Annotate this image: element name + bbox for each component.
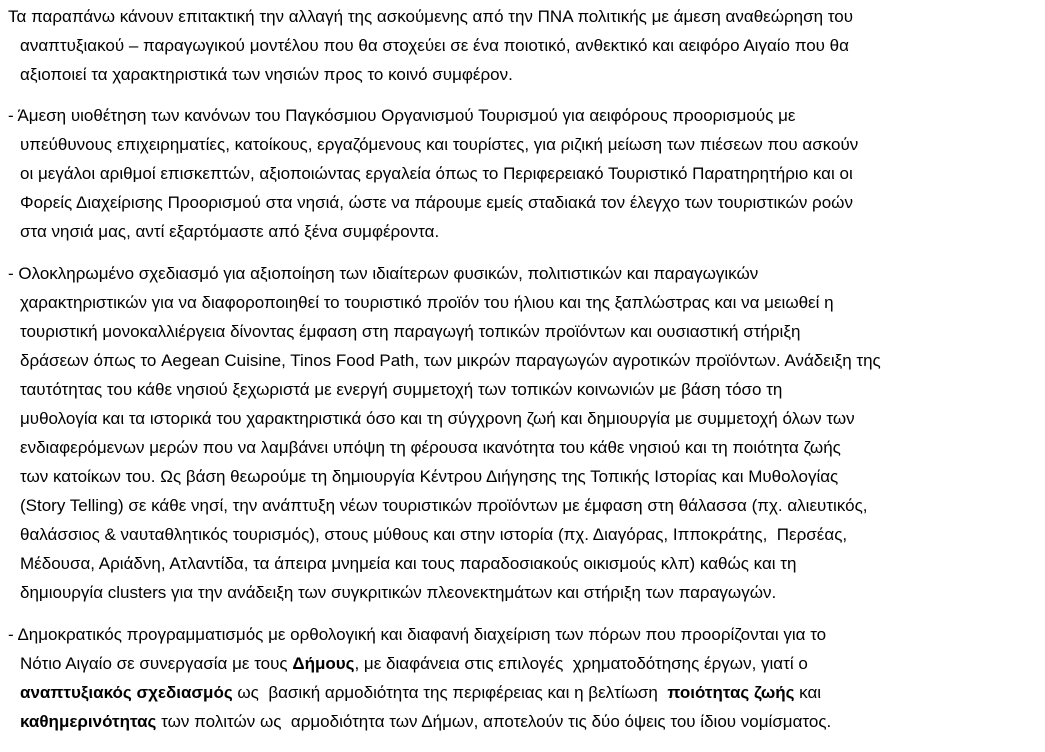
text-line: μυθολογία και τα ιστορικά του χαρακτηριστικά όσο και τη σύγχρονη ζωή και δημιουργία με συμμετοχή όλων των	[20, 409, 855, 428]
bold-term-quality-of-life: ποιότητας ζωής	[667, 683, 795, 702]
text-segment: των πολιτών ως αρμοδιότητα των Δήμων, αποτελούν τις δύο όψεις του ίδιου νομίσματος.	[156, 712, 832, 731]
text-line: Τα παραπάνω κάνουν επιτακτική την αλλαγή της ασκούμενης από την ΠΝΑ πολιτικής με άμεση αναθεώρηση του	[8, 7, 854, 26]
text-line: θαλάσσιος & ναυταθλητικός τουρισμός), στους μύθους και στην ιστορία (πχ. Διαγόρας, Ιπποκράτης, Περσέας,	[20, 525, 848, 544]
bold-term-development-planning: αναπτυξιακός σχεδιασμός	[20, 683, 233, 702]
text-line: - Δημοκρατικός προγραμματισμός με ορθολογική και διαφανή διαχείριση των πόρων που προορίζονται για το	[8, 625, 827, 644]
text-line	[20, 710, 831, 734]
text-segment: και	[794, 683, 822, 702]
text-line: των κατοίκων του. Ως βάση θεωρούμε τη δημιουργία Κέντρου Διήγησης της Τοπικής Ιστορίας και Μυθολογίας	[20, 467, 839, 486]
text-line	[20, 652, 808, 676]
text-line	[20, 681, 821, 705]
bold-term-everyday-life: καθημερινότητας	[20, 712, 157, 731]
text-segment: Νότιο Αιγαίο σε συνεργασία με τους	[20, 654, 293, 673]
text-line: Μέδουσα, Αριάδνη, Ατλαντίδα, τα άπειρα μνημεία και τους παραδοσιακούς οικισμούς κλπ) καθώς και τη	[20, 554, 797, 573]
text-line: ενδιαφερόμενων μερών που να λαμβάνει υπόψη τη φέρουσα ικανότητα του κάθε νησιού και τη ποιότητα ζωής	[20, 438, 841, 457]
text-line: δημιουργία clusters για την ανάδειξη των συγκριτικών πλεονεκτημάτων και στήριξη των παραγωγών.	[20, 583, 777, 602]
bold-term-municipalities: Δήμους	[292, 654, 355, 673]
text-line: υπεύθυνους επιχειρηματίες, κατοίκους, εργαζόμενους και τουρίστες, για ριζική μείωση των πιέσεων που ασκούν	[20, 135, 859, 154]
text-line: - Ολοκληρωμένο σχεδιασμό για αξιοποίηση των ιδιαίτερων φυσικών, πολιτιστικών και παραγωγικών	[8, 264, 759, 283]
text-line: αναπτυξιακού – παραγωγικού μοντέλου που θα στοχεύει σε ένα ποιοτικό, ανθεκτικό και αειφόρο Αιγαίο που θα	[20, 36, 849, 55]
text-line: αξιοποιεί τα χαρακτηριστικά των νησιών προς το κοινό συμφέρον.	[20, 65, 513, 84]
text-line: χαρακτηριστικών για να διαφοροποιηθεί το τουριστικό προϊόν του ήλιου και της ξαπλώστρας και να μειωθεί η	[20, 293, 834, 312]
text-line: δράσεων όπως το Aegean Cuisine, Tinos Food Path, των μικρών παραγωγών αγροτικών προϊόντων. Ανάδειξη της	[20, 351, 881, 370]
text-line: Φορείς Διαχείρισης Προορισμού στα νησιά, ώστε να πάρουμε εμείς σταδιακά τον έλεγχο των τουριστικών ροών	[20, 193, 853, 212]
text-line: τουριστική μονοκαλλιέργεια δίνοντας έμφαση στη παραγωγή τοπικών προϊόντων και ουσιαστική στήριξη	[20, 322, 801, 341]
text-line: ταυτότητας του κάθε νησιού ξεχωριστά με ενεργή συμμετοχή των τοπικών κοινωνιών με βάση τόσο τη	[20, 380, 783, 399]
text-line: στα νησιά μας, αντί εξαρτόμαστε από ξένα συμφέροντα.	[20, 222, 440, 241]
text-line: - Άμεση υιοθέτηση των κανόνων του Παγκόσμιου Οργανισμού Τουρισμού για αειφόρους προορισμούς με	[8, 106, 796, 125]
text-line: οι μεγάλοι αριθμοί επισκεπτών, αξιοποιώντας εργαλεία όπως το Περιφερειακό Τουριστικό Παρατηρητήριο και οι	[20, 164, 853, 183]
text-segment: , με διαφάνεια στις επιλογές χρηματοδότησης έργων, γιατί ο	[354, 654, 808, 673]
text-line: (Story Telling) σε κάθε νησί, την ανάπτυξη νέων τουριστικών προϊόντων με έμφαση στη θάλασσα (πχ. αλιευτικός,	[20, 496, 868, 515]
text-segment: ως βασική αρμοδιότητα της περιφέρειας και η βελτίωση	[232, 683, 668, 702]
